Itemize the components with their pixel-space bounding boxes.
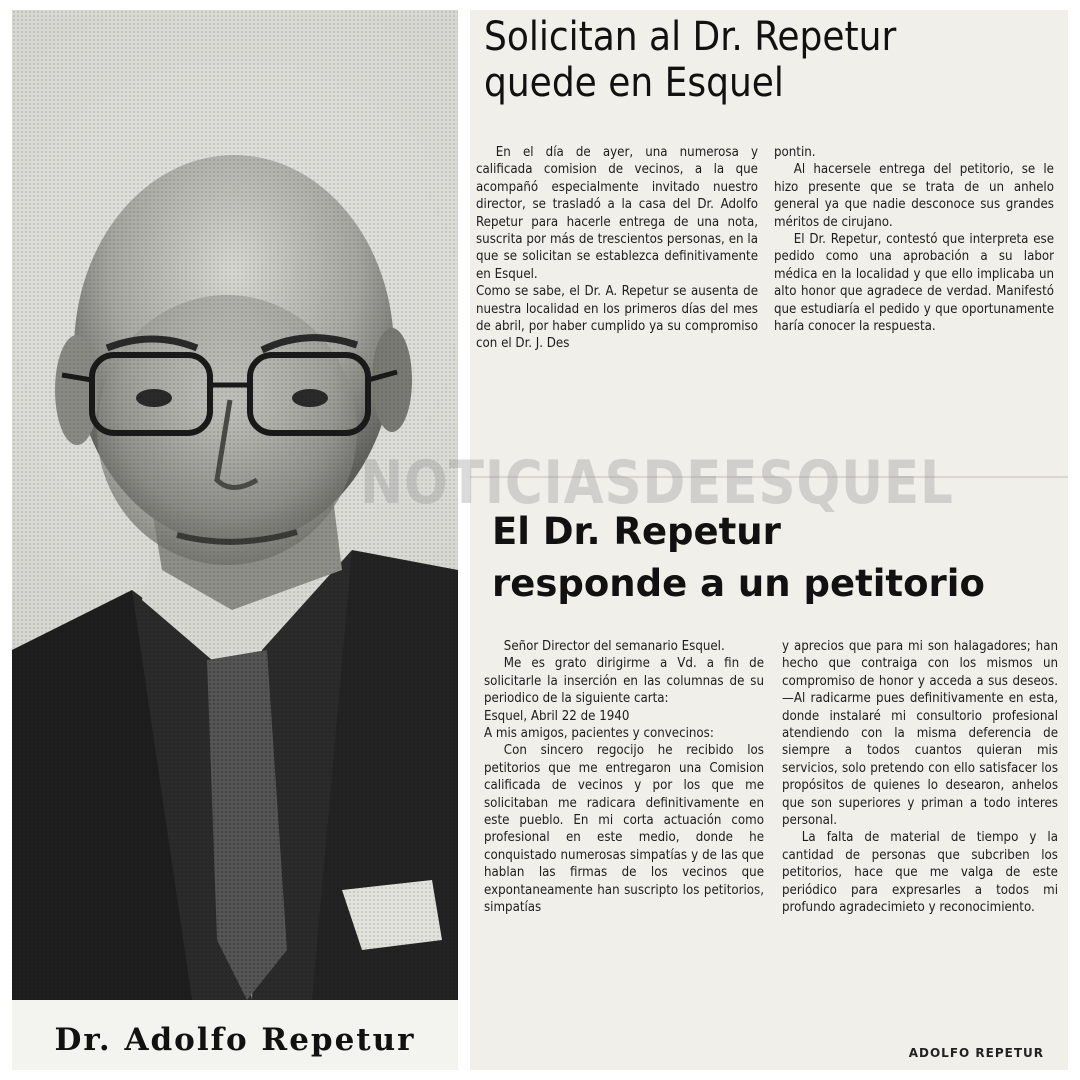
article2-column-left (484, 638, 764, 917)
article-responde (470, 490, 1068, 1070)
article-solicitan (470, 10, 1068, 460)
article2-paragraph: Me es grato dirigirme a Vd. a fin de solicitarle la inserción en las columnas de su periodico de la siguiente carta: (484, 656, 764, 707)
portrait-photo (12, 10, 458, 1000)
letter-dateline: Esquel, Abril 22 de 1940 (484, 708, 630, 724)
article1-paragraph: pontin. (774, 145, 816, 160)
article1-paragraph: Como se sabe, el Dr. A. Repetur se ausenta de nuestra localidad en los primeros días del mes de abril, por haber cumplido ya su compromiso con el Dr. J. Des (476, 284, 758, 352)
article2-headline (492, 506, 1068, 610)
article2-paragraph: La falta de material de tiempo y la cantidad de personas que subcriben los petitorios, hace que me valga de este periódico para expresarles a todos mi profundo agradecimieto y reconocimiento. (782, 830, 1058, 916)
portrait-illustration (12, 10, 458, 1000)
article1-paragraph: En el día de ayer, una numerosa y calificada comision de vecinos, a la que acompañó especialmente invitado nuestro director, se trasladó a la casa del Dr. Adolfo Repetur para hacerle entrega de una nota, suscrita por más de trescientos personas, en la que se solicitan se establezca definitivamente en Esquel. (476, 145, 758, 282)
article1-paragraph: El Dr. Repetur, contestó que interpreta ese pedido como una aprobación a su labor médica en la localidad y que ello implicaba un alto honor que agradece de verdad. Manifestó que estudiaría el pedido y que oportunamente haría conocer la respuesta. (774, 232, 1054, 335)
article2-paragraph: Señor Director del semanario Esquel. (503, 639, 725, 654)
article-divider (470, 476, 1068, 478)
watermark: NOTICIASDEESQUEL (360, 448, 954, 518)
article2-headline-line2: responde a un petitorio (492, 562, 985, 605)
article1-column-left (476, 144, 758, 353)
letter-salutation: A mis amigos, pacientes y convecinos: (484, 726, 714, 742)
article2-paragraph: Con sincero regocijo he recibido los petitorios que me entregaron una Comision calificada de vecinos y por los que me solicitaban me radicara definitivamente en este pueblo. En mi corta actuación como profesional en este medio, donde he conquistado numerosas simpatías y de las que hablan las firmas de los vecinos que expontaneamente han suscripto los petitorios, simpatías (484, 743, 764, 916)
article1-paragraph: Al hacersele entrega del petitorio, se le hizo presente que se trata de un anhelo general ya que nadie desconoce sus grandes méritos de cirujano. (774, 162, 1054, 230)
article1-headline-line1: Solicitan al Dr. Repetur (484, 14, 897, 60)
article2-column-right (782, 638, 1058, 917)
letter-signature: ADOLFO REPETUR (908, 1046, 1044, 1060)
clippings-panel (470, 10, 1068, 1070)
article1-headline-line2: quede en Esquel (484, 60, 784, 106)
photo-panel (12, 10, 458, 1070)
article1-headline (484, 14, 1064, 106)
article2-headline-line1: El Dr. Repetur (492, 510, 781, 553)
article1-column-right (774, 144, 1054, 335)
photo-caption: Dr. Adolfo Repetur (54, 1022, 416, 1058)
article2-paragraph: y aprecios que para mi son halagadores; han hecho que contraiga con los mismos un compromiso de honor y acceda a sus deseos.—Al radicarme pues definitivamente en esta, donde instalaré mi consultorio profesional atendiendo con la misma deferencia de siempre a todos cuantos quieran mis servicios, solo pretendo con ello satisfacer los propósitos de quienes lo desearon, anhelos que son superiores y priman a todo interes personal. (782, 639, 1058, 829)
